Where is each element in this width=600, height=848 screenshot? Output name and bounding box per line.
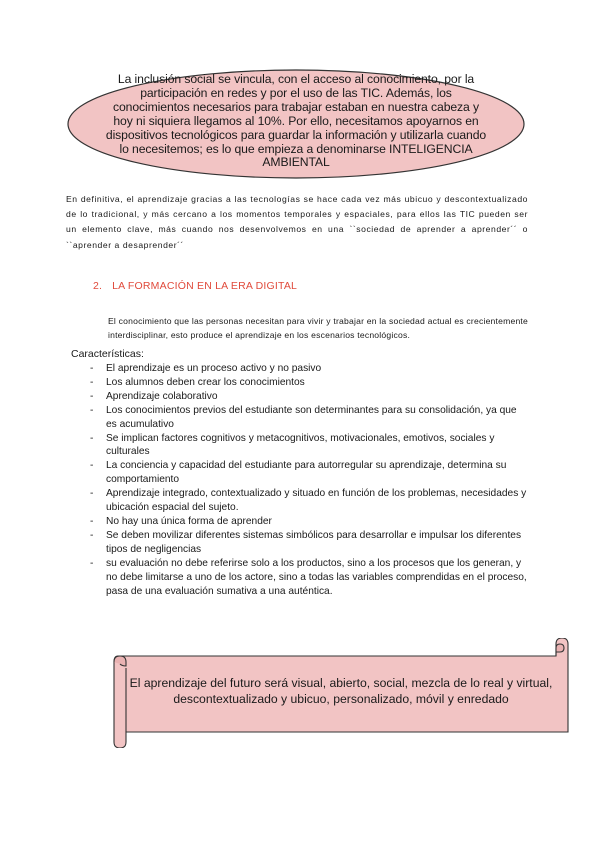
- list-item: [90, 515, 530, 529]
- bullet-dash: -: [90, 404, 94, 416]
- bullet-dash: -: [90, 515, 94, 527]
- section-number: 2.: [93, 280, 103, 292]
- bullet-dash: -: [90, 432, 94, 444]
- section-title-text: LA FORMACIÓN EN LA ERA DIGITAL: [112, 280, 298, 292]
- list-item-text: Aprendizaje integrado, contextualizado y situado en función de los problemas, necesidades y ubicación espacial del sujeto.: [106, 488, 527, 514]
- list-item: [90, 390, 530, 404]
- callout-scroll: [104, 638, 574, 748]
- characteristics-list: [90, 362, 530, 598]
- characteristics-heading: Características:: [71, 348, 144, 360]
- list-item: [90, 376, 530, 390]
- list-item-text: Se implican factores cognitivos y metacognitivos, motivacionales, emotivos, sociales y culturales: [106, 432, 495, 458]
- list-item: [90, 459, 530, 487]
- list-item: [90, 432, 530, 460]
- list-item: [90, 404, 530, 432]
- list-item-text: Los alumnos deben crear los conocimientos: [106, 376, 305, 388]
- bullet-dash: -: [90, 529, 94, 541]
- list-item: [90, 487, 530, 515]
- bullet-dash: -: [90, 557, 94, 569]
- bullet-dash: -: [90, 390, 94, 402]
- list-item-text: La conciencia y capacidad del estudiante para autorregular su aprendizaje, determina su comportamiento: [106, 460, 507, 486]
- section-heading: [93, 280, 297, 292]
- bullet-dash: -: [90, 488, 94, 500]
- list-item-text: su evaluación no debe referirse solo a los productos, sino a los procesos que los generan, y no debe limitarse a uno de los actore, sino a todas las variables comprendidas en el proceso, pasa de una evaluación sumativa a una auténtica.: [106, 557, 527, 597]
- bullet-dash: -: [90, 363, 94, 374]
- list-item-text: Aprendizaje colaborativo: [106, 390, 218, 402]
- list-item: [90, 362, 530, 376]
- oval-callout-text: La inclusión social se vincula, con el acceso al conocimiento, por la participación en redes y por el uso de las TIC. Además, los conocimientos necesarios para trabajar estaban en nuestra cabeza y hoy ni siquiera llegamos al 10%. Por ello, necesitamos apoyarnos en dispositivos tecnológicos para guardar la información y utilizarla cuando lo necesitemos; es lo que empieza a denominarse INTELIGENCIA AMBIENTAL: [105, 72, 487, 170]
- bullet-dash: -: [90, 460, 94, 472]
- list-item-text: No hay una única forma de aprender: [106, 515, 272, 527]
- list-item-text: Los conocimientos previos del estudiante son determinantes para su consolidación, ya que es acumulativo: [106, 404, 517, 430]
- list-item-text: Se deben movilizar diferentes sistemas simbólicos para desarrollar e impulsar los diferentes tipos de negligencias: [106, 529, 522, 555]
- callout-oval: [66, 68, 526, 180]
- intro-paragraph: En definitiva, el aprendizaje gracias a las tecnologías se hace cada vez más ubicuo y descontextualizado de lo tradicional, y más cercano a los momentos temporales y espaciales, para ellos las TIC pueden ser un elemento clave, más cuando nos desenvolvemos en una ``sociedad de aprender a aprender´´ o ``aprender a desaprender´´: [66, 194, 528, 250]
- list-item: [90, 557, 530, 599]
- bullet-dash: -: [90, 376, 94, 388]
- list-item-text: El aprendizaje es un proceso activo y no pasivo: [106, 363, 322, 374]
- list-item: [90, 529, 530, 557]
- section-paragraph: El conocimiento que las personas necesitan para vivir y trabajar en la sociedad actual es crecientemente interdisciplinar, esto produce el aprendizaje en los escenarios tecnológicos.: [108, 316, 528, 340]
- scroll-callout-text: El aprendizaje del futuro será visual, abierto, social, mezcla de lo real y virtual, descontextualizado y ubicuo, personalizado, móvil y enredado: [129, 676, 553, 706]
